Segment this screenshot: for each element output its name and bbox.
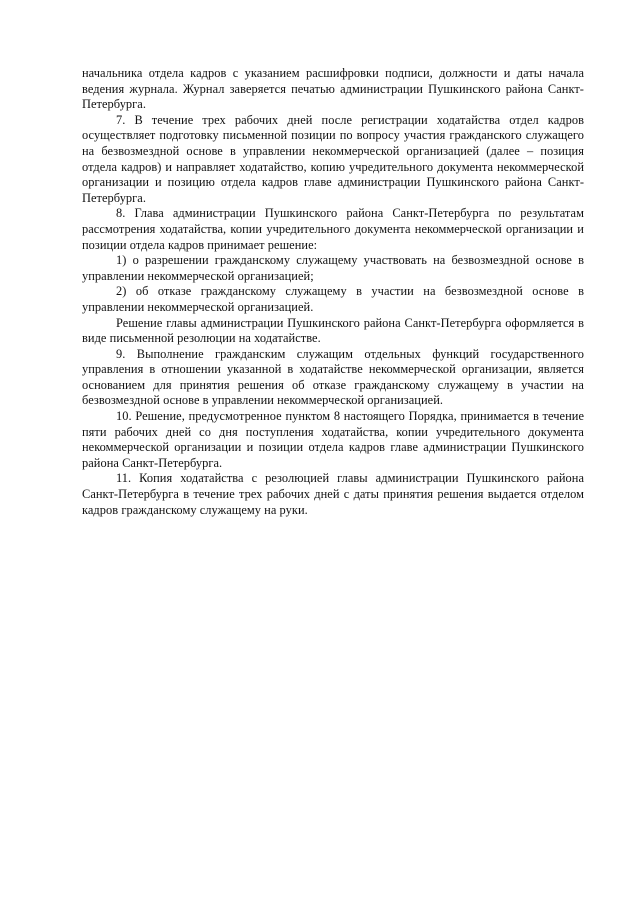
paragraph-item-9: 9. Выполнение гражданским служащим отдельных функций государственного управления в отношении указанной в ходатайстве некоммерческой организации, является основанием для принятия решения об отказе гражданскому служащему в участии на безвозмездной основе в управлении некоммерческой организацией. — [82, 346, 584, 408]
paragraph-subitem-2: 2) об отказе гражданскому служащему в участии на безвозмездной основе в управлении некоммерческой организацией. — [82, 284, 584, 314]
paragraph-subitem-1: 1) о разрешении гражданскому служащему участвовать на безвозмездной основе в управлении некоммерческой организацией; — [82, 253, 584, 283]
paragraph-item-11: 11. Копия ходатайства с резолюцией главы администрации Пушкинского района Санкт-Петербурга в течение трех рабочих дней с даты принятия решения выдается отделом кадров гражданскому служащему на руки. — [82, 471, 584, 517]
paragraph-item-7: 7. В течение трех рабочих дней после регистрации ходатайства отдел кадров осуществляет подготовку письменной позиции по вопросу участия гражданского служащего на безвозмездной основе в управлении некоммерческой организацией (далее – позиция отдела кадров) и направляет ходатайство, копию учредительного документа некоммерческой организации и позицию отдела кадров главе администрации Пушкинского района Санкт-Петербурга. — [82, 112, 584, 205]
document-body — [82, 66, 584, 518]
paragraph-item-10: 10. Решение, предусмотренное пунктом 8 настоящего Порядка, принимается в течение пяти рабочих дней со дня поступления ходатайства, копии учредительного документа некоммерческой организации и позиции отдела кадров главе администрации Пушкинского района Санкт-Петербурга. — [82, 409, 584, 470]
paragraph-item-8: 8. Глава администрации Пушкинского района Санкт-Петербурга по результатам рассмотрения ходатайства, копии учредительного документа некоммерческой организации и позиции отдела кадров принимает решение: — [82, 206, 584, 252]
paragraph-continuation: начальника отдела кадров с указанием расшифровки подписи, должности и даты начала ведения журнала. Журнал заверяется печатью администрации Пушкинского района Санкт-Петербурга. — [82, 66, 584, 112]
paragraph-decision-form: Решение главы администрации Пушкинского района Санкт-Петербурга оформляется в виде письменной резолюции на ходатайстве. — [82, 315, 584, 346]
